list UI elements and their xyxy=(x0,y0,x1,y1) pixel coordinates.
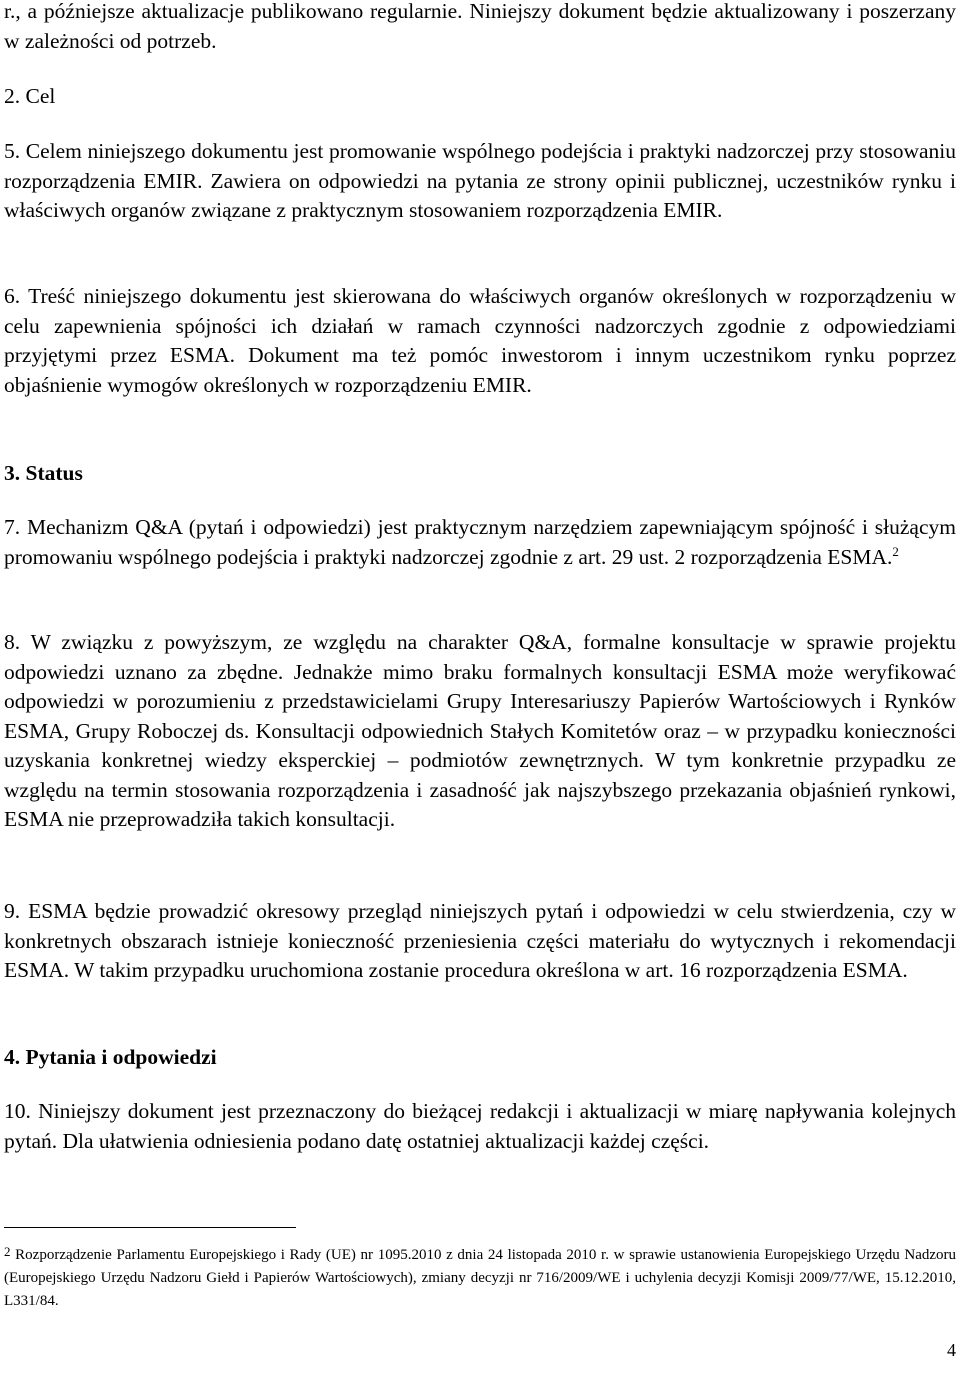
paragraph-8: 8. W związku z powyższym, ze względu na charakter Q&A, formalne konsultacje w sprawie projektu odpowiedzi uznano za zbędne. Jednakże mimo braku formalnych konsultacji ESMA może weryfikować odpowiedzi w porozumieniu z przedstawicielami Grupy Interesariuszy Papierów Wartościowych i Rynków ESMA, Grupy Roboczej ds. Konsultacji odpowiednich Stałych Komitetów oraz – w przypadku konieczności uzyskania konkretnej wiedzy eksperckiej – podmiotów zewnętrznych. W tym konkretnie przypadku ze względu na termin stosowania rozporządzenia i zasadność jak najszybszego przekazania objaśnień rynkowi, ESMA nie przeprowadziła takich konsultacji. xyxy=(4,630,956,831)
paragraph-6: 6. Treść niniejszego dokumentu jest skierowana do właściwych organów określonych w rozporządzeniu w celu zapewnienia spójności ich działań w ramach czynności nadzorczych zgodnie z odpowiedziami przyjętymi przez ESMA. Dokument ma też pomóc inwestorom i innym uczestnikom rynku poprzez objaśnienie wymogów określonych w rozporządzeniu EMIR. xyxy=(4,284,956,397)
page-number: 4 xyxy=(947,1340,956,1360)
paragraph-5: 5. Celem niniejszego dokumentu jest promowanie wspólnego podejścia i praktyki nadzorczej przy stosowaniu rozporządzenia EMIR. Zawiera on odpowiedzi na pytania ze strony opinii publicznej, uczestników rynku i właściwych organów związane z praktycznym stosowaniem rozporządzenia EMIR. xyxy=(4,139,956,222)
paragraph-9: 9. ESMA będzie prowadzić okresowy przegląd niniejszych pytań i odpowiedzi w celu stwierdzenia, czy w konkretnych obszarach istnieje konieczność przeniesienia części materiału do wytycznych i rekomendacji ESMA. W takim przypadku uruchomiona zostanie procedura określona w art. 16 rozporządzenia ESMA. xyxy=(4,899,956,982)
section-heading-status: 3. Status xyxy=(4,461,83,485)
intro-paragraph: r., a późniejsze aktualizacje publikowano regularnie. Niniejszy dokument będzie aktualizowany i poszerzany w zależności od potrzeb. xyxy=(4,0,956,53)
footnote xyxy=(4,1244,956,1313)
paragraph-7 xyxy=(4,513,956,572)
footnote-separator xyxy=(4,1227,296,1228)
footnote-text: Rozporządzenie Parlamentu Europejskiego i Rady (UE) nr 1095.2010 z dnia 24 listopada 2010 r. w sprawie ustanowienia Europejskiego Urzędu Nadzoru (Europejskiego Urzędu Nadzoru Giełd i Papierów Wartościowych), zmiany decyzji nr 716/2009/WE i uchylenia decyzji Komisji 2009/77/WE, 15.12.2010, L331/84. xyxy=(4,1247,957,1309)
paragraph-7-text: 7. Mechanizm Q&A (pytań i odpowiedzi) jest praktycznym narzędziem zapewniającym spójność i służącym promowaniu wspólnego podejścia i praktyki nadzorczej zgodnie z art. 29 ust. 2 rozporządzenia ESMA. xyxy=(4,515,956,569)
paragraph-10: 10. Niniejszy dokument jest przeznaczony do bieżącej redakcji i aktualizacji w miarę napływania kolejnych pytań. Dla ułatwienia odniesienia podano datę ostatniej aktualizacji każdej części. xyxy=(4,1099,956,1153)
section-heading-cel: 2. Cel xyxy=(4,84,56,108)
footnote-reference[interactable]: 2 xyxy=(892,543,899,559)
section-heading-qa: 4. Pytania i odpowiedzi xyxy=(4,1045,217,1069)
footnote-number: 2 xyxy=(4,1244,11,1259)
